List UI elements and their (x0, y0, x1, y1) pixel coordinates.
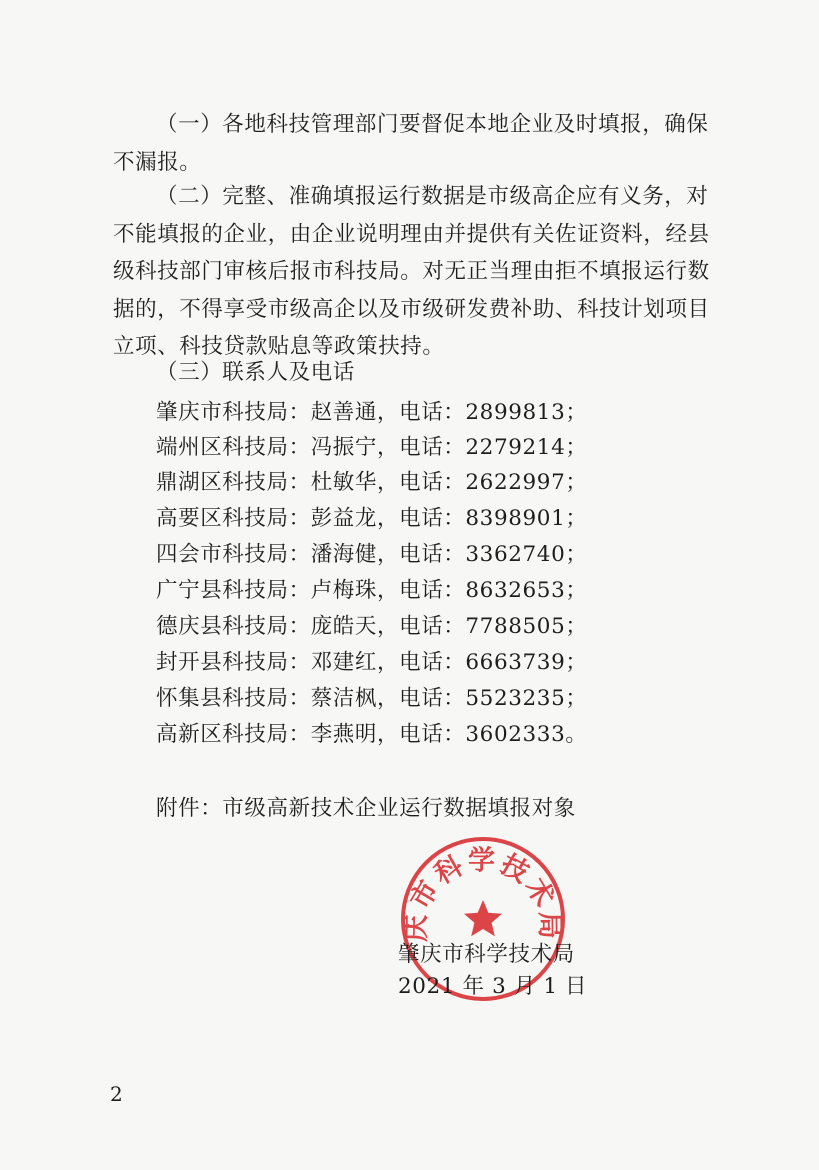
contacts-heading: （三）联系人及电话 (156, 360, 355, 385)
contact-line: 鼎湖区科技局：杜敏华，电话：2622997； (156, 470, 588, 495)
page-number: 2 (110, 1082, 123, 1106)
contact-line: 四会市科技局：潘海健，电话：3362740； (156, 542, 588, 567)
paragraph-2 (113, 178, 725, 366)
seal-star-icon (464, 900, 502, 936)
contact-line: 高要区科技局：彭益龙，电话：8398901； (156, 506, 588, 531)
signature-organization: 肇庆市科学技术局 (398, 942, 575, 967)
paragraph-1-text: （一）各地科技管理部门要督促本地企业及时填报，确保不漏报。 (113, 112, 709, 175)
paragraph-1 (113, 106, 725, 181)
contact-line: 肇庆市科技局：赵善通，电话：2899813； (156, 400, 588, 425)
contact-line: 德庆县科技局：庞皓天，电话：7788505； (156, 614, 588, 639)
seal-ring-text: 庆市科学技术局 (400, 845, 566, 942)
attachment-line: 附件：市级高新技术企业运行数据填报对象 (156, 796, 576, 821)
paragraph-2-text: （二）完整、准确填报运行数据是市级高企应有义务，对不能填报的企业，由企业说明理由并提供有关佐证资料，经县级科技部门审核后报市科技局。对无正当理由拒不填报运行数据的，不得享受市级高企以及市级研发费补助、科技计划项目立项、科技贷款贴息等政策扶持。 (113, 184, 710, 359)
signature-date: 2021 年 3 月 1 日 (398, 974, 588, 999)
contact-line: 封开县科技局：邓建红，电话：6663739； (156, 650, 588, 675)
contact-line: 高新区科技局：李燕明，电话：3602333。 (156, 722, 588, 747)
contact-line: 怀集县科技局：蔡洁枫，电话：5523235； (156, 686, 588, 711)
contact-line: 端州区科技局：冯振宁，电话：2279214； (156, 435, 588, 460)
contact-line: 广宁县科技局：卢梅珠，电话：8632653； (156, 578, 588, 603)
